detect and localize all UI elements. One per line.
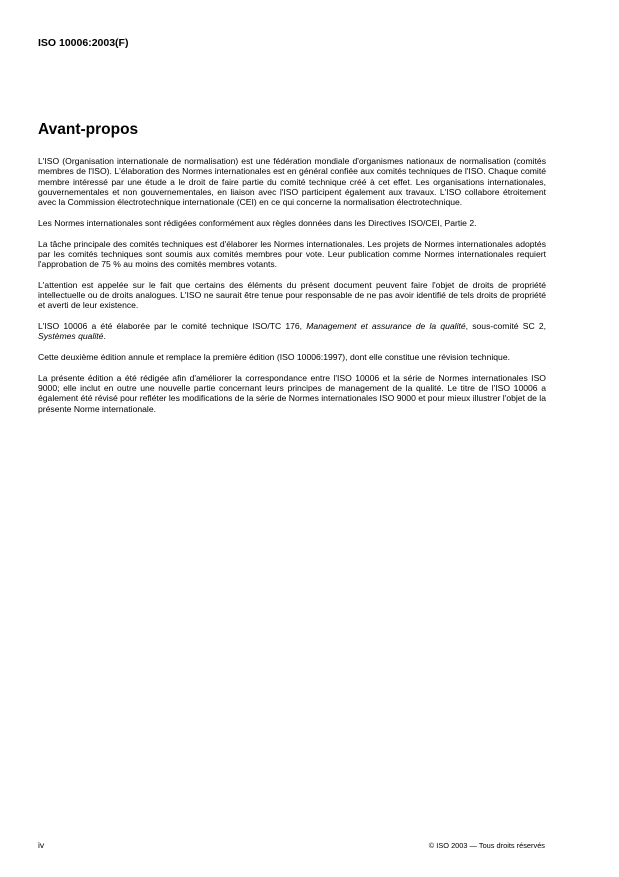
page-number: iv — [38, 840, 45, 850]
paragraph-prepared-by — [38, 321, 546, 342]
section-title: Avant-propos — [38, 121, 139, 138]
prepared-by-text: L'ISO 10006 a été élaborée par le comité technique ISO/TC 176, — [38, 321, 307, 331]
paragraph-revision: La présente édition a été rédigée afin d'améliorer la correspondance entre l'ISO 10006 et la série de Normes internationales ISO 9000; elle inclut en outre une nouvelle partie concernant leurs principes de management de la qualité. Le titre de l'ISO 10006 a également été révisé pour refléter les modifications de la série de Normes internationales ISO 9000 et pour mieux illustrer l'objet de la présente Norme internationale. — [38, 372, 546, 414]
paragraph-technical-committees: La tâche principale des comités techniques est d'élaborer les Normes internationales. Les projets de Normes internationales adoptés par les comités techniques sont soumis aux comités membres pour vote. Leur publication comme Normes internationales requiert l'approbation de 75 % au moins des comités membres votants. — [38, 238, 546, 269]
paragraph-edition: Cette deuxième édition annule et remplace la première édition (ISO 10006:1997), dont elle constitue une révision technique. — [38, 352, 510, 362]
foreword-body — [38, 156, 546, 424]
document-id: ISO 10006:2003(F) — [38, 37, 129, 49]
subcommittee-text: , sous-comité SC 2, — [465, 321, 546, 331]
paragraph-directives: Les Normes internationales sont rédigées conformément aux règles données dans les Directives ISO/CEI, Partie 2. — [38, 217, 477, 228]
copyright-notice: © ISO 2003 — Tous droits réservés — [428, 841, 545, 850]
paragraph-organisation: L'ISO (Organisation internationale de normalisation) est une fédération mondiale d'organismes nationaux de normalisation (comités membres de l'ISO). L'élaboration des Normes internationales est en général confiée aux comités techniques de l'ISO. Chaque comité membre intéressé par une étude a le droit de faire partie du comité technique créé à cet effet. Les organisations internationales, gouvernementales et non gouvernementales, en liaison avec l'ISO participent également aux travaux. L'ISO collabore étroitement avec la Commission électrotechnique internationale (CEI) en ce qui concerne la normalisation électrotechnique. — [38, 156, 546, 207]
prepared-by-end: . — [103, 331, 106, 342]
committee-title: Management et assurance de la qualité — [306, 321, 466, 331]
subcommittee-title: Systèmes qualité — [38, 331, 104, 342]
paragraph-patent-rights: L'attention est appelée sur le fait que certains des éléments du présent document peuvent faire l'objet de droits de propriété intellectuelle ou de droits analogues. L'ISO ne saurait être tenue pour responsable de ne pas avoir identifié de tels droits de propriété et averti de leur existence. — [38, 279, 546, 311]
